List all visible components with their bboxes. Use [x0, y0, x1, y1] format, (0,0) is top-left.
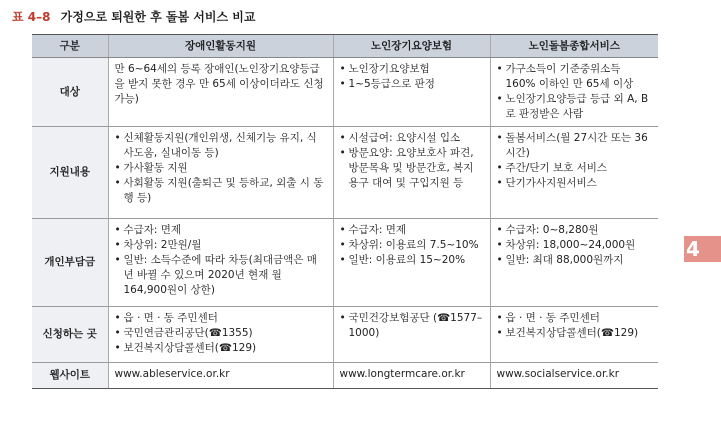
list-item: • 차상위: 이용료의 7.5~10%: [340, 238, 484, 253]
row-header: 지원내용: [32, 127, 108, 219]
list-item: • 주간/단기 보호 서비스: [497, 161, 653, 176]
list-item: • 차상위: 2만원/월: [115, 238, 327, 253]
row-header: 웹사이트: [32, 363, 108, 389]
table-caption: [12, 8, 255, 25]
list-item: • 돌봄서비스(월 27시간 또는 36시간): [497, 131, 653, 161]
list-item: • 수급자: 면제: [115, 223, 327, 238]
table-cell: [490, 58, 658, 127]
table-cell: [108, 127, 333, 219]
cell-list: [115, 223, 327, 298]
cell-list: [340, 311, 484, 341]
list-item: • 읍 · 면 · 동 주민센터: [115, 311, 327, 326]
list-item: • 국민연금관리공단(☎1355): [115, 326, 327, 341]
table-cell: [490, 307, 658, 363]
cell-text: 만 6~64세의 등록 장애인(노인장기요양등급을 받지 못한 경우 만 65세 이상이더라도 신청 가능): [114, 63, 324, 105]
list-item: • 수급자: 면제: [340, 223, 484, 238]
cell-list: [497, 131, 653, 191]
cell-list: [340, 131, 484, 191]
list-item: • 수급자: 0~8,280원: [497, 223, 653, 238]
list-item: • 단기가사지원서비스: [497, 176, 653, 191]
table-row: [32, 219, 658, 307]
list-item: • 시설급여: 요양시설 입소: [340, 131, 484, 146]
website-link: www.socialservice.or.kr: [496, 368, 620, 380]
column-header: 노인장기요양보험: [333, 35, 490, 58]
table-title: 가정으로 퇴원한 후 돌봄 서비스 비교: [60, 10, 256, 24]
table-row: [32, 307, 658, 363]
column-header: 장애인활동지원: [108, 35, 333, 58]
list-item: • 노인장기요양등급 등급 외 A, B로 판정받은 사람: [497, 92, 653, 122]
list-item: • 보건복지상담콜센터(☎129): [497, 326, 653, 341]
table-row: [32, 127, 658, 219]
cell-list: [115, 131, 327, 206]
column-header: 구분: [32, 35, 108, 58]
table-row: [32, 363, 658, 389]
website-link: www.ableservice.or.kr: [114, 368, 230, 380]
list-item: • 국민건강보험공단 (☎1577–1000): [340, 311, 484, 341]
table-cell: [333, 307, 490, 363]
cell-list: [497, 223, 653, 268]
list-item: • 가구소득이 기준중위소득 160% 이하인 만 65세 이상: [497, 62, 653, 92]
comparison-table: [32, 34, 658, 389]
table-cell: [333, 58, 490, 127]
list-item: • 읍 · 면 · 동 주민센터: [497, 311, 653, 326]
website-link: www.longtermcare.or.kr: [339, 368, 465, 380]
list-item: • 일반: 최대 88,000원까지: [497, 253, 653, 268]
table-cell: [333, 219, 490, 307]
row-header: 신청하는 곳: [32, 307, 108, 363]
list-item: • 사회활동 지원(출퇴근 및 등하교, 외출 시 동행 등): [115, 176, 327, 206]
list-item: • 1~5등급으로 판정: [340, 77, 484, 92]
table-cell: [333, 127, 490, 219]
table-cell: [108, 58, 333, 127]
table-cell: [108, 363, 333, 389]
list-item: • 방문요양: 요양보호사 파견, 방문목욕 및 방문간호, 복지용구 대여 및 구입지원 등: [340, 146, 484, 191]
list-item: • 일반: 이용료의 15~20%: [340, 253, 484, 268]
table-cell: [108, 307, 333, 363]
table-cell: [490, 219, 658, 307]
cell-list: [340, 223, 484, 268]
list-item: • 노인장기요양보험: [340, 62, 484, 77]
table-cell: [490, 127, 658, 219]
table-number: 표 4–8: [12, 10, 51, 24]
list-item: • 차상위: 18,000~24,000원: [497, 238, 653, 253]
table-cell: [490, 363, 658, 389]
table-cell: [333, 363, 490, 389]
cell-list: [340, 62, 484, 92]
table-cell: [108, 219, 333, 307]
header-row: [32, 35, 658, 58]
table-row: [32, 58, 658, 127]
cell-list: [115, 311, 327, 356]
chapter-tab: 4: [684, 236, 721, 262]
list-item: • 보건복지상담콜센터(☎129): [115, 341, 327, 356]
row-header: 개인부담금: [32, 219, 108, 307]
list-item: • 신체활동지원(개인위생, 신체기능 유지, 식사도움, 실내이동 등): [115, 131, 327, 161]
cell-list: [497, 62, 653, 122]
cell-list: [497, 311, 653, 341]
list-item: • 일반: 소득수준에 따라 차등(최대금액은 매년 바뀔 수 있으며 2020년 현재 월 164,900원이 상한): [115, 253, 327, 298]
row-header: 대상: [32, 58, 108, 127]
list-item: • 가사활동 지원: [115, 161, 327, 176]
column-header: 노인돌봄종합서비스: [490, 35, 658, 58]
